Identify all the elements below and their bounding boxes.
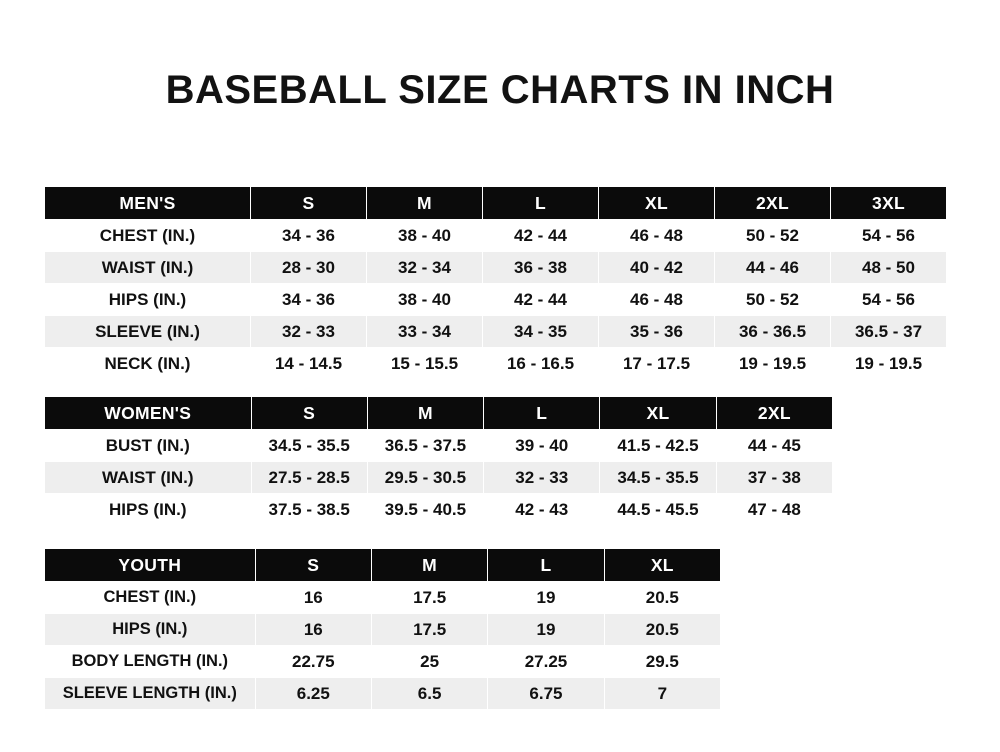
cell: 44 - 45: [716, 430, 832, 462]
mens-header-s: S: [251, 187, 367, 220]
cell: 39.5 - 40.5: [367, 494, 483, 526]
row-label: SLEEVE LENGTH (IN.): [45, 678, 256, 710]
table-header-row: [45, 549, 721, 582]
cell: 50 - 52: [715, 284, 831, 316]
cell: 37.5 - 38.5: [251, 494, 367, 526]
cell: 36.5 - 37: [831, 316, 947, 348]
row-label: HIPS (IN.): [45, 614, 256, 646]
cell: 15 - 15.5: [367, 348, 483, 380]
mens-header-3xl: 3XL: [831, 187, 947, 220]
womens-header-l: L: [484, 397, 600, 430]
cell: 16 - 16.5: [483, 348, 599, 380]
cell: 54 - 56: [831, 284, 947, 316]
cell: 6.75: [488, 678, 604, 710]
cell: 48 - 50: [831, 252, 947, 284]
cell: 46 - 48: [599, 284, 715, 316]
table-header-row: [45, 187, 947, 220]
cell: 36.5 - 37.5: [367, 430, 483, 462]
cell: 20.5: [604, 614, 720, 646]
cell: 42 - 43: [484, 494, 600, 526]
table-row: [45, 646, 721, 678]
cell: 36 - 38: [483, 252, 599, 284]
cell: 6.25: [255, 678, 371, 710]
row-label: HIPS (IN.): [45, 284, 251, 316]
cell: 17.5: [371, 582, 487, 614]
cell: 34 - 35: [483, 316, 599, 348]
womens-table-header: [45, 397, 833, 430]
row-label: CHEST (IN.): [45, 582, 256, 614]
cell: 32 - 34: [367, 252, 483, 284]
cell: 42 - 44: [483, 220, 599, 252]
table-header-row: [45, 397, 833, 430]
cell: 16: [255, 614, 371, 646]
cell: 28 - 30: [251, 252, 367, 284]
cell: 27.5 - 28.5: [251, 462, 367, 494]
cell: 29.5 - 30.5: [367, 462, 483, 494]
cell: 47 - 48: [716, 494, 832, 526]
youth-header-m: M: [371, 549, 487, 582]
table-row: [45, 494, 833, 526]
cell: 20.5: [604, 582, 720, 614]
mens-table-body: [45, 220, 947, 380]
cell: 37 - 38: [716, 462, 832, 494]
cell: 19: [488, 582, 604, 614]
row-label: BUST (IN.): [45, 430, 252, 462]
cell: 46 - 48: [599, 220, 715, 252]
cell: 32 - 33: [251, 316, 367, 348]
youth-header-l: L: [488, 549, 604, 582]
row-label: SLEEVE (IN.): [45, 316, 251, 348]
cell: 17 - 17.5: [599, 348, 715, 380]
cell: 27.25: [488, 646, 604, 678]
cell: 39 - 40: [484, 430, 600, 462]
page-title: BASEBALL SIZE CHARTS IN INCH: [165, 68, 835, 112]
cell: 41.5 - 42.5: [600, 430, 716, 462]
cell: 42 - 44: [483, 284, 599, 316]
row-label: HIPS (IN.): [45, 494, 252, 526]
womens-table-body: [45, 430, 833, 526]
womens-header-label: WOMEN'S: [45, 397, 252, 430]
mens-table-header: [45, 187, 947, 220]
womens-header-2xl: 2XL: [716, 397, 832, 430]
cell: 22.75: [255, 646, 371, 678]
cell: 16: [255, 582, 371, 614]
row-label: WAIST (IN.): [45, 252, 251, 284]
mens-header-label: MEN'S: [45, 187, 251, 220]
mens-header-xl: XL: [599, 187, 715, 220]
row-label: CHEST (IN.): [45, 220, 251, 252]
table-row: [45, 462, 833, 494]
row-label: BODY LENGTH (IN.): [45, 646, 256, 678]
cell: 29.5: [604, 646, 720, 678]
cell: 17.5: [371, 614, 487, 646]
womens-header-m: M: [367, 397, 483, 430]
cell: 6.5: [371, 678, 487, 710]
table-row: [45, 284, 947, 316]
womens-header-xl: XL: [600, 397, 716, 430]
cell: 32 - 33: [484, 462, 600, 494]
row-label: NECK (IN.): [45, 348, 251, 380]
youth-table-header: [45, 549, 721, 582]
cell: 44 - 46: [715, 252, 831, 284]
mens-header-2xl: 2XL: [715, 187, 831, 220]
youth-header-label: YOUTH: [45, 549, 256, 582]
mens-size-chart: [44, 186, 947, 380]
cell: 36 - 36.5: [715, 316, 831, 348]
cell: 25: [371, 646, 487, 678]
cell: 38 - 40: [367, 220, 483, 252]
cell: 54 - 56: [831, 220, 947, 252]
cell: 38 - 40: [367, 284, 483, 316]
womens-size-chart: [44, 396, 833, 526]
table-row: [45, 252, 947, 284]
table-row: [45, 582, 721, 614]
womens-header-s: S: [251, 397, 367, 430]
cell: 7: [604, 678, 720, 710]
cell: 19 - 19.5: [831, 348, 947, 380]
cell: 34 - 36: [251, 284, 367, 316]
cell: 19 - 19.5: [715, 348, 831, 380]
mens-header-m: M: [367, 187, 483, 220]
table-row: [45, 348, 947, 380]
cell: 34 - 36: [251, 220, 367, 252]
youth-header-xl: XL: [604, 549, 720, 582]
table-row: [45, 316, 947, 348]
cell: 14 - 14.5: [251, 348, 367, 380]
cell: 19: [488, 614, 604, 646]
youth-table-body: [45, 582, 721, 710]
cell: 35 - 36: [599, 316, 715, 348]
row-label: WAIST (IN.): [45, 462, 252, 494]
table-row: [45, 220, 947, 252]
cell: 40 - 42: [599, 252, 715, 284]
cell: 33 - 34: [367, 316, 483, 348]
table-row: [45, 614, 721, 646]
youth-size-chart: [44, 548, 721, 710]
cell: 44.5 - 45.5: [600, 494, 716, 526]
table-row: [45, 430, 833, 462]
cell: 50 - 52: [715, 220, 831, 252]
cell: 34.5 - 35.5: [600, 462, 716, 494]
table-row: [45, 678, 721, 710]
mens-header-l: L: [483, 187, 599, 220]
youth-header-s: S: [255, 549, 371, 582]
cell: 34.5 - 35.5: [251, 430, 367, 462]
